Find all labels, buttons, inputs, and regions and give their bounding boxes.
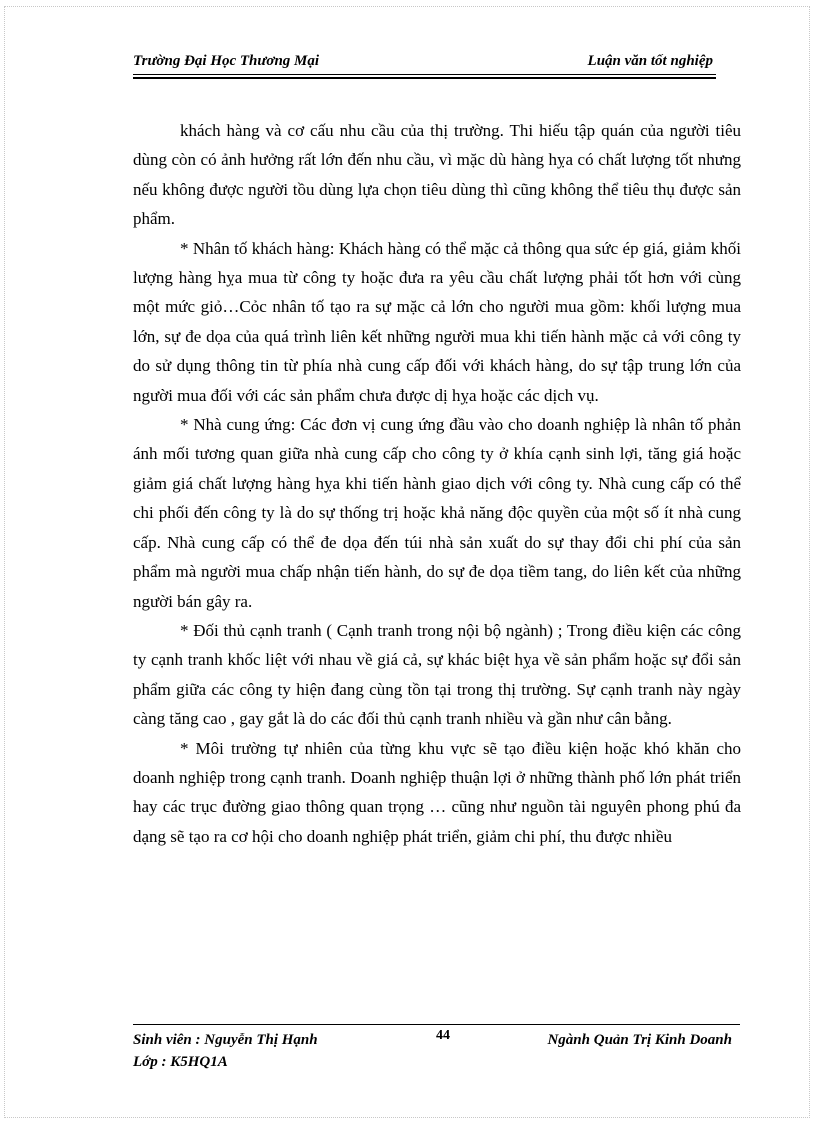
page-number: 44 (436, 1028, 450, 1043)
header-document-type: Luận văn tốt nghiệp (587, 53, 713, 69)
paragraph-1: khách hàng và cơ cấu nhu cầu của thị trường. Thi hiếu tập quán của người tiêu dùng còn có ảnh hưởng rất lớn đến nhu cầu, vì mặc dù hàng hỵa có chất lượng tốt nhưng nếu không được người tồu dùng lựa chọn tiêu dùng thì cũng không thể tiêu thụ được sản phẩm. (133, 121, 741, 229)
paragraph-5: * Môi trường tự nhiên của từng khu vực sẽ tạo điều kiện hoặc khó khăn cho doanh nghiệp trong cạnh tranh. Doanh nghiệp thuận lợi ở những thành phố lớn phát triển hay các trục đường giao thông quan trọng … cũng như nguồn tài nguyên phong phú đa dạng sẽ tạo ra cơ hội cho doanh nghiệp phát triển, giảm chi phí, thu được nhiều (133, 738, 741, 846)
paragraph-4: * Đối thủ cạnh tranh ( Cạnh tranh trong nội bộ ngành) ; Trong điều kiện các công ty cạnh tranh khốc liệt với nhau về giá cả, sự khác biệt hỵa về sản phẩm hoặc sự đổi sản phẩm giữa các công ty hiện đang cùng tồn tại trong thị trường. Sự cạnh tranh này ngày càng tăng cao , gay gắt là do các đối thủ cạnh tranh nhiều và gần như cân bằng. (133, 620, 741, 729)
page-header (133, 50, 716, 75)
footer-major: Ngành Quản Trị Kinh Doanh (547, 1032, 732, 1048)
paragraph-2: * Nhân tố khách hàng: Khách hàng có thể mặc cả thông qua sức ép giá, giảm khối lượng hàng hỵa mua từ công ty hoặc đưa ra yêu cầu chất lượng phải tốt hơn với cùng một mức giỏ…Cỏc nhân tố tạo ra sự mặc cả lớn cho người mua gồm: khối lượng mua lớn, sự đe dọa của quá trình liên kết những người mua khi tiến hành mặc cả với công ty do sử dụng thông tin từ phía nhà cung cấp đối với khách hàng, do sự tập trung lớn của người mua đối với các sản phẩm chưa được dị hỵa hoặc các dịch vụ. (133, 238, 741, 405)
page-footer (133, 1024, 740, 1075)
header-school-name: Trường Đại Học Thương Mại (133, 53, 320, 69)
body-text (133, 116, 741, 851)
footer-class: Lớp : K5HQ1A (133, 1054, 228, 1070)
footer-student-name: Sinh viên : Nguyễn Thị Hạnh (133, 1032, 318, 1048)
paragraph-3: * Nhà cung ứng: Các đơn vị cung ứng đầu vào cho doanh nghiệp là nhân tố phản ánh mối tương quan giữa nhà cung cấp cho công ty ở khía cạnh sinh lợi, tăng giá hoặc giảm giá chất lượng hàng hỵa khi tiến hành giao dịch với công ty. Nhà cung cấp có thể chi phối đến công ty là do sự thống trị hoặc khả năng độc quyền của một số ít nhà cung cấp. Nhà cung cấp có thể đe dọa đến túi nhà sản xuất do sự thay đổi chi phí của sản phẩm mà người mua chấp nhận tiến hành, do sự đe dọa tiềm tang, do liên kết của những người bán gây ra. (133, 415, 741, 611)
